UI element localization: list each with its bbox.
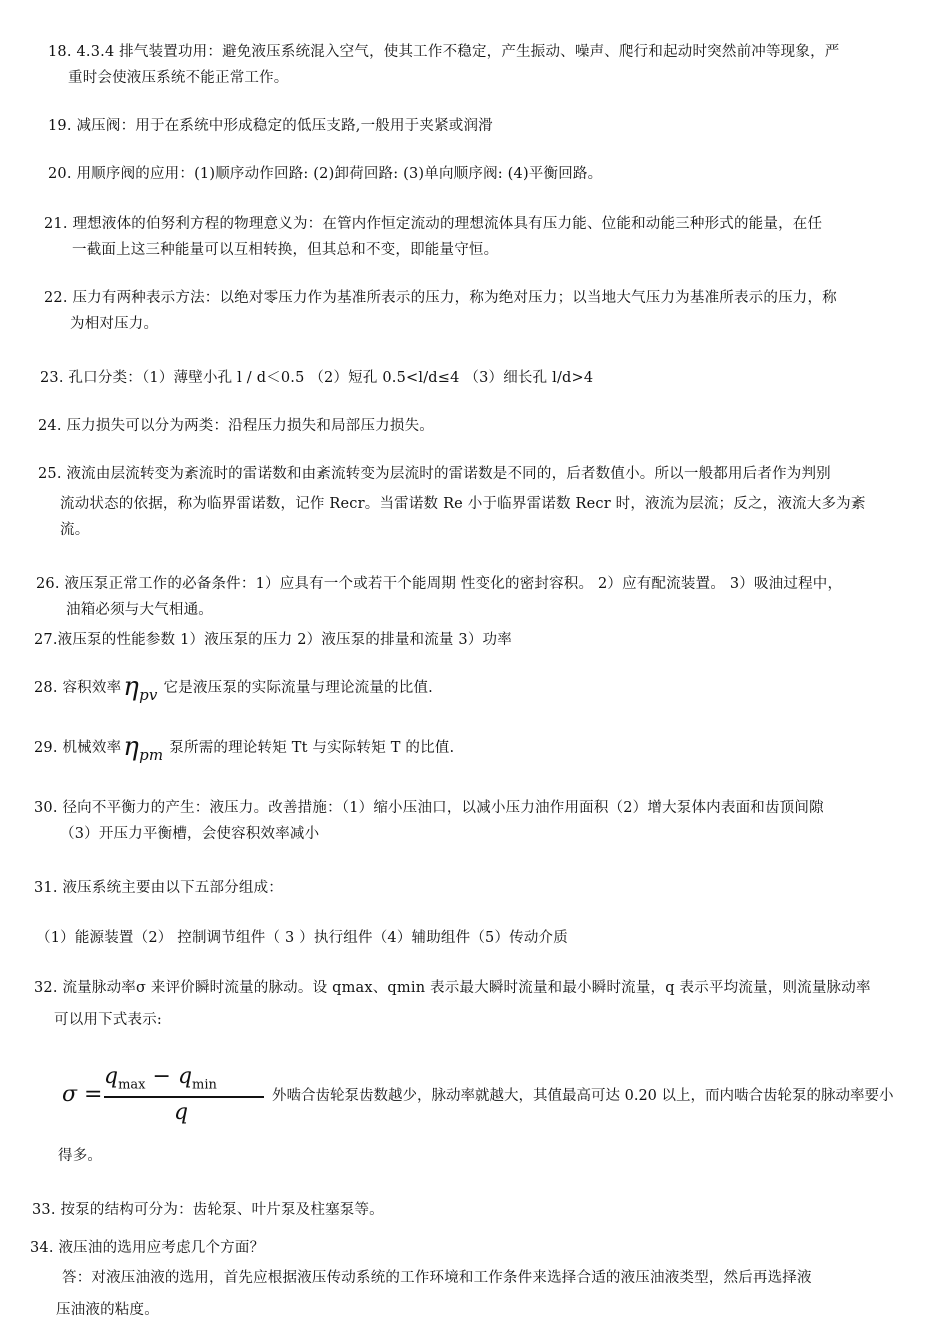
item-25-line-3: 流。 bbox=[60, 522, 90, 538]
item-27: 27.液压泵的性能参数 1）液压泵的压力 2）液压泵的排量和流量 3）功率 bbox=[34, 632, 512, 648]
eta-subscript-pm: pm bbox=[139, 746, 164, 764]
item-32-line-1: 32. 流量脉动率σ 来评价瞬时流量的脉动。设 qmax、qmin 表示最大瞬时流量和最小瞬时流量，q 表示平均流量，则流量脉动率 bbox=[34, 980, 871, 996]
eta-symbol: η bbox=[123, 672, 140, 702]
item-32-line-2: 可以用下式表示: bbox=[54, 1012, 162, 1028]
minus-sign: − bbox=[145, 1064, 178, 1089]
item-34-answer-line-1: 答：对液压油液的选用，首先应根据液压传动系统的工作环境和工作条件来选择合适的液压油液类型，然后再选择液 bbox=[62, 1270, 812, 1286]
item-34: 34. 液压油的选用应考虑几个方面？ bbox=[30, 1240, 265, 1256]
q-max-symbol: q bbox=[104, 1064, 119, 1089]
item-28-text: 它是液压泵的实际流量与理论流量的比值. bbox=[163, 680, 433, 696]
item-32-formula-text: 外啮合齿轮泵齿数越少，脉动率就越大，其值最高可达 0.20 以上，而内啮合齿轮泵的脉动率要小 bbox=[272, 1088, 894, 1104]
item-18-line-2: 重时会使液压系统不能正常工作。 bbox=[68, 70, 289, 86]
q-min-symbol: q bbox=[177, 1064, 193, 1089]
item-21-line-1: 21. 理想液体的伯努利方程的物理意义为：在管内作恒定流动的理想流体具有压力能、位能和动能三种形式的能量，在任 bbox=[44, 216, 823, 232]
item-26-line-1: 26. 液压泵正常工作的必备条件：1）应具有一个或若干个能周期 性变化的密封容积。 2）应有配流装置。 3）吸油过程中， bbox=[36, 576, 843, 592]
item-25-line-1: 25. 液流由层流转变为紊流时的雷诺数和由紊流转变为层流时的雷诺数是不同的，后者数值小。所以一般都用后者作为判别 bbox=[38, 466, 831, 482]
item-19: 19. 减压阀：用于在系统中形成稳定的低压支路,一般用于夹紧或润滑 bbox=[48, 118, 493, 134]
min-subscript: min bbox=[192, 1077, 217, 1093]
item-34-answer-line-2: 压油液的粘度。 bbox=[56, 1302, 159, 1318]
item-29-label: 29. 机械效率 bbox=[34, 740, 122, 756]
item-18-line-1: 18. 4.3.4 排气装置功用：避免液压系统混入空气，使其工作不稳定，产生振动、噪声、爬行和起动时突然前冲等现象，严 bbox=[48, 44, 840, 60]
item-28-label: 28. 容积效率 bbox=[34, 680, 122, 696]
item-28 bbox=[34, 672, 433, 704]
item-22-line-1: 22. 压力有两种表示方法：以绝对零压力作为基准所表示的压力，称为绝对压力；以当地大气压力为基准所表示的压力，称 bbox=[44, 290, 837, 306]
item-24: 24. 压力损失可以分为两类：沿程压力损失和局部压力损失。 bbox=[38, 418, 434, 434]
item-29 bbox=[34, 732, 454, 764]
item-21-line-2: 一截面上这三种能量可以互相转换，但其总和不变，即能量守恒。 bbox=[72, 242, 499, 258]
item-26-line-2: 油箱必须与大气相通。 bbox=[66, 602, 213, 618]
item-31: 31. 液压系统主要由以下五部分组成： bbox=[34, 880, 283, 896]
fraction-bar bbox=[104, 1096, 264, 1098]
item-23: 23. 孔口分类：（1）薄壁小孔 l / d＜0.5 （2）短孔 0.5<l/d≤4 （3）细长孔 l/d>4 bbox=[40, 370, 594, 386]
formula-denominator: q bbox=[174, 1100, 189, 1125]
item-25-line-2: 流动状态的依据，称为临界雷诺数，记作 Recr。当雷诺数 Re 小于临界雷诺数 Recr 时，液流为层流；反之，液流大多为紊 bbox=[60, 496, 866, 512]
equals-sign: = bbox=[84, 1082, 103, 1107]
eta-subscript-pv: pv bbox=[139, 686, 158, 704]
item-31-list: （1）能源装置（2） 控制调节组件（ 3 ）执行组件（4）辅助组件（5）传动介质 bbox=[36, 930, 568, 946]
item-22-line-2: 为相对压力。 bbox=[70, 316, 159, 332]
item-20: 20. 用顺序阀的应用：(1)顺序动作回路: (2)卸荷回路: (3)单向顺序阀: (4)平衡回路。 bbox=[48, 166, 603, 182]
item-29-text: 泵所需的理论转矩 Tt 与实际转矩 T 的比值. bbox=[169, 740, 455, 756]
item-30-line-2: （3）开压力平衡槽，会使容积效率减小 bbox=[60, 826, 320, 842]
item-33: 33. 按泵的结构可分为：齿轮泵、叶片泵及柱塞泵等。 bbox=[32, 1202, 384, 1218]
eta-symbol: η bbox=[123, 732, 140, 762]
item-30-line-1: 30. 径向不平衡力的产生：液压力。改善措施：（1）缩小压油口，以减小压力油作用面积（2）增大泵体内表面和齿顶间隙 bbox=[34, 800, 824, 816]
item-32-end: 得多。 bbox=[58, 1148, 103, 1164]
sigma-symbol: σ bbox=[62, 1082, 78, 1107]
formula-numerator bbox=[104, 1064, 217, 1092]
max-subscript: max bbox=[118, 1077, 146, 1093]
